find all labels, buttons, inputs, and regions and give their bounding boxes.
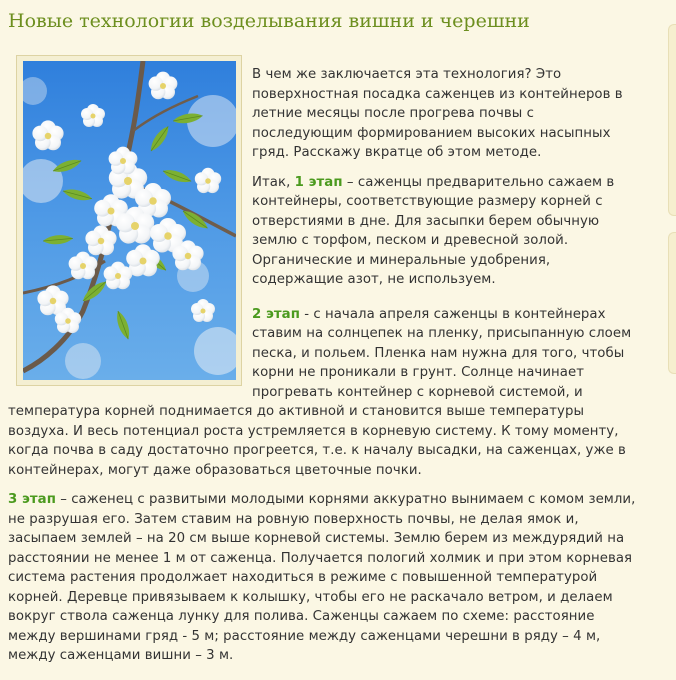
stage-1-label: 1 этап bbox=[294, 174, 343, 190]
paragraph-stage-1-text: – саженцы предварительно сажаем в контейнеры, соответствующие размеру корней с отверстиями в дне. Для засыпки берем обычную землю с торфом, песком и древесной золой. Органические и минеральные удобрения, содержащие азот, не используем. bbox=[252, 174, 615, 287]
sidebar-edge-lower bbox=[668, 232, 676, 374]
article-body bbox=[8, 65, 636, 676]
article-title: Новые технологии возделывания вишни и черешни bbox=[8, 10, 530, 32]
stage-3-label: 3 этап bbox=[8, 492, 56, 507]
sidebar-edge bbox=[668, 24, 676, 216]
paragraph-stage-3-text: – саженец с развитыми молодыми корнями аккуратно вынимаем с комом земли, не разрушая его. Затем ставим на ровную поверхность почвы, не делая ямок и, засыпаем землей – на 20 см выше корневой системы. Землю берем из междурядий на расстоянии не менее 1 м от саженца. Получается пологий холмик и при этом корневая система растения продолжает находиться в режиме с повышенной температурой корней. Деревце привязываем к колышку, чтобы его не раскачало ветром, и делаем вокруг ствола саженца лунку для полива. Саженцы сажаем по схеме: расстояние между вершинами гряд - 5 м; расстояние между саженцами черешни в ряду – 4 м, между саженцами вишни – 3 м. bbox=[8, 492, 636, 663]
image-float-spacer bbox=[8, 65, 252, 396]
paragraph-intro-text: В чем же заключается эта технология? Это поверхностная посадка саженцев из контейнеров в летние месяцы после прогрева почвы с последующим формированием высоких насыпных гряд. Расскажу вкратце об этом методе. bbox=[252, 67, 623, 160]
stage-2-label: 2 этап bbox=[252, 306, 300, 322]
paragraph-stage-3 bbox=[8, 490, 636, 666]
paragraph-stage-1-prefix: Итак, bbox=[252, 174, 295, 190]
paragraph-stage-2-text: - с начала апреля саженцы в контейнерах ставим на солнцепек на пленку, присыпанную слоем песка, и польем. Пленка нам нужна для того, чтобы корни не проникали в грунт. Солнце начинает прогревать контейнер с корневой системой, и температура корней поднимается до активной и становится выше температуры воздуха. И весь потенциал роста устремляется в корневую систему. К тому моменту, когда почва в саду достаточно прогреется, т.е. к началу высадки, на саженцах, уже в контейнерах, могут даже образоваться цветочные почки. bbox=[8, 306, 632, 478]
